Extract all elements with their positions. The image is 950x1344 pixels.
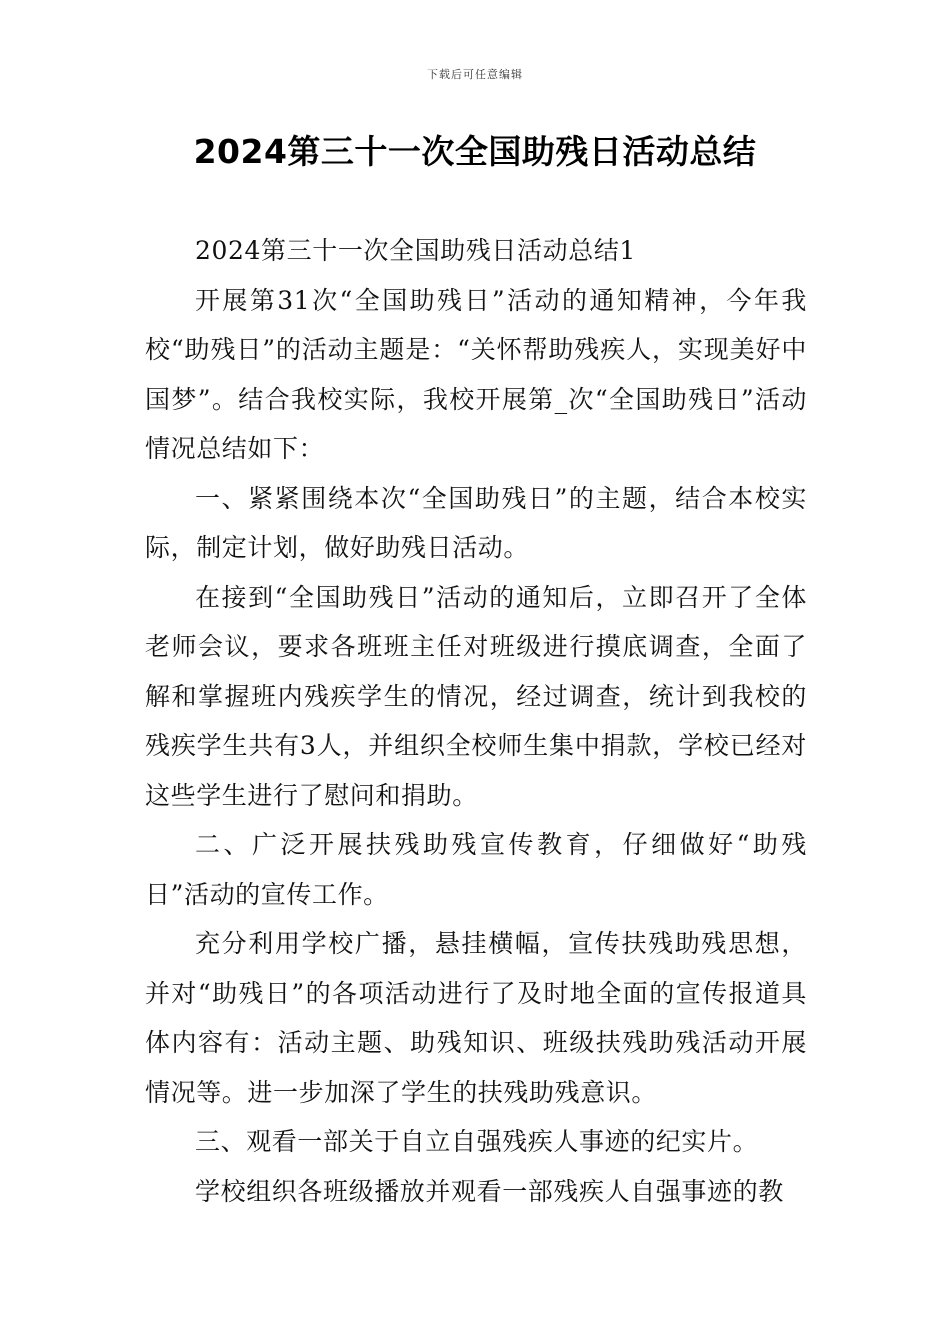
section-two-heading: 二、广泛开展扶残助残宣传教育，仔细做好“助残日”活动的宣传工作。 (145, 830, 807, 909)
section-two-paragraph: 充分利用学校广播，悬挂横幅，宣传扶残助残思想，并对“助残日”的各项活动进行了及时地全面的宣传报道具体内容有：活动主题、助残知识、班级扶残助残活动开展情况等。进一步加深了学生的扶残助残意识。 (145, 929, 807, 1107)
section-one-paragraph: 在接到“全国助残日”活动的通知后，立即召开了全体老师会议，要求各班班主任对班级进行摸底调查，全面了解和掌握班内残疾学生的情况，经过调查，统计到我校的残疾学生共有3人，并组织全校师生集中捐款，学校已经对这些学生进行了慰问和捐助。 (145, 582, 807, 810)
document-body (145, 226, 807, 1216)
download-note: 下载后可任意编辑 (427, 68, 523, 81)
section-one-heading: 一、紧紧围绕本次“全国助残日”的主题，结合本校实际，制定计划，做好助残日活动。 (145, 483, 807, 562)
section-three-paragraph: 学校组织各班级播放并观看一部残疾人自强事迹的教 (195, 1176, 784, 1206)
subtitle-paragraph: 2024第三十一次全国助残日活动总结1 (195, 236, 636, 265)
section-three-heading: 三、观看一部关于自立自强残疾人事迹的纪实片。 (195, 1127, 759, 1156)
document-title: 2024第三十一次全国助残日活动总结 (193, 132, 757, 171)
intro-paragraph: 开展第31次“全国助残日”活动的通知精神，今年我校“助残日”的活动主题是：“关怀帮助残疾人，实现美好中国梦”。结合我校实际，我校开展第_次“全国助残日”活动情况总结如下： (145, 285, 807, 463)
